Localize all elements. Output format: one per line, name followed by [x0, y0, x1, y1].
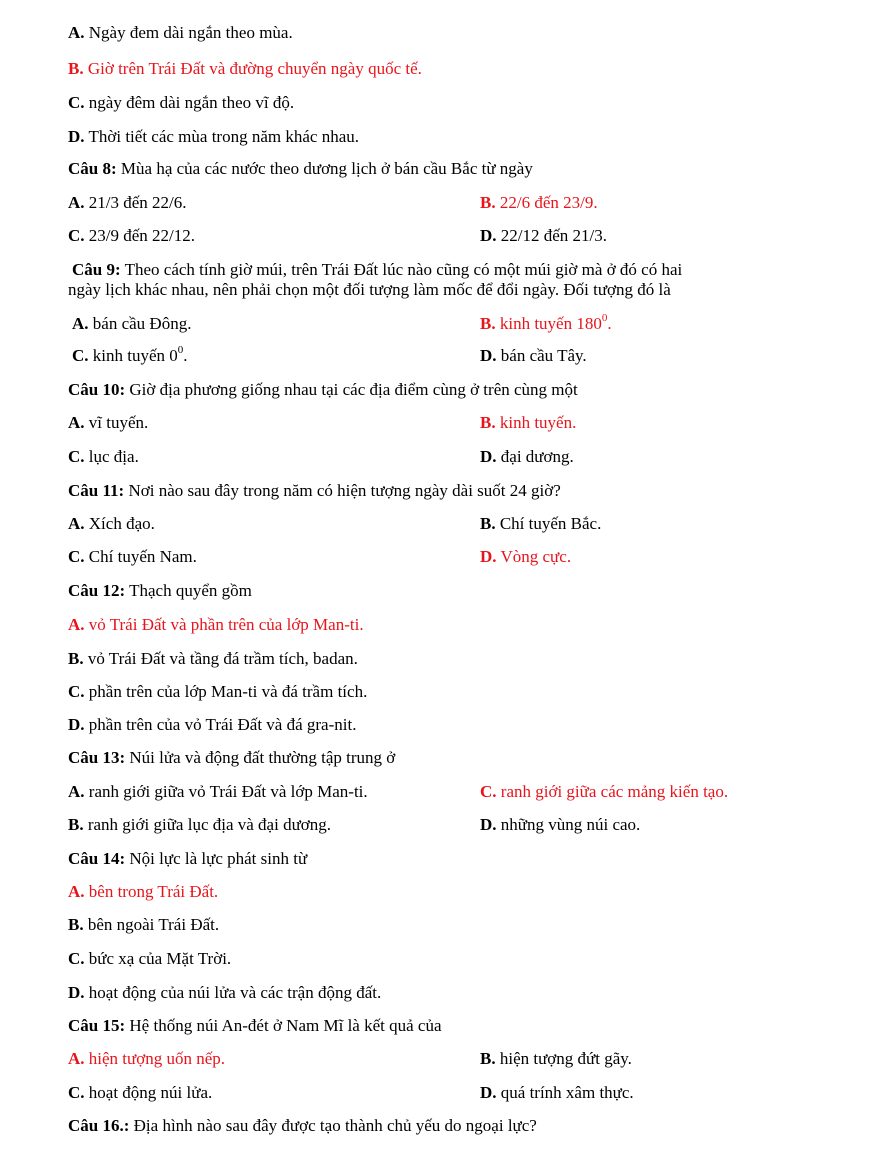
- q12-option-b: B. vỏ Trái Đất và tầng đá trầm tích, badan.: [68, 649, 358, 668]
- q14-option-d: D. hoạt động của núi lửa và các trận động đất.: [68, 983, 382, 1002]
- q7-option-d: D. Thời tiết các mùa trong năm khác nhau.: [68, 127, 359, 146]
- q9-option-d: D. bán cầu Tây.: [480, 346, 587, 365]
- q15-stem: Câu 15: Hệ thống núi An-đét ở Nam Mĩ là kết quả của: [68, 1016, 442, 1035]
- q14-stem: Câu 14: Nội lực là lực phát sinh từ: [68, 849, 308, 868]
- q8-stem: Câu 8: Mùa hạ của các nước theo dương lịch ở bán cầu Bắc từ ngày: [68, 159, 533, 178]
- q8-option-b-correct: B. 22/6 đến 23/9.: [480, 193, 598, 212]
- q7-option-b-correct: B. Giờ trên Trái Đất và đường chuyển ngày quốc tế.: [68, 59, 422, 78]
- q13-option-c-correct: C. ranh giới giữa các mảng kiến tạo.: [480, 782, 729, 801]
- q15-option-a-correct: A. hiện tượng uốn nếp.: [68, 1049, 226, 1068]
- q12-option-d: D. phần trên của vỏ Trái Đất và đá gra-nit.: [68, 715, 357, 734]
- q16-stem: Câu 16.: Địa hình nào sau đây được tạo thành chủ yếu do ngoại lực?: [68, 1116, 537, 1135]
- q9-stem-line-2: ngày lịch khác nhau, nên phải chọn một đối tượng làm mốc để đổi ngày. Đối tượng đó là: [68, 280, 671, 299]
- q9-option-b-correct: B. kinh tuyến $180^0$.: [480, 312, 612, 333]
- q10-option-c: C. lục địa.: [68, 447, 139, 466]
- q13-option-b: B. ranh giới giữa lục địa và đại dương.: [68, 815, 332, 834]
- q7-option-a: A. Ngày đem dài ngắn theo mùa.: [68, 23, 293, 42]
- degree-superscript: 0: [177, 344, 184, 357]
- q11-option-c: C. Chí tuyến Nam.: [68, 547, 197, 566]
- q11-option-a: A. Xích đạo.: [68, 514, 155, 533]
- q15-option-c: C. hoạt động núi lửa.: [68, 1083, 213, 1102]
- q13-option-d: D. những vùng núi cao.: [480, 815, 641, 834]
- degree-superscript: 0: [601, 312, 608, 325]
- q15-option-b: B. hiện tượng đứt gãy.: [480, 1049, 632, 1068]
- q12-option-a-correct: A. vỏ Trái Đất và phần trên của lớp Man-ti.: [68, 615, 364, 634]
- q7-option-c: C. ngày đêm dài ngắn theo vĩ độ.: [68, 93, 295, 112]
- q10-option-a: A. vĩ tuyến.: [68, 413, 149, 432]
- q11-option-d-correct: D. Vòng cực.: [480, 547, 572, 566]
- q9-option-c: C. kinh tuyến $0^0$.: [72, 344, 188, 365]
- q8-option-d: D. 22/12 đến 21/3.: [480, 226, 608, 245]
- q12-option-c: C. phần trên của lớp Man-ti và đá trầm tích.: [68, 682, 368, 701]
- q10-option-d: D. đại dương.: [480, 447, 574, 466]
- q9-option-a: A. bán cầu Đông.: [72, 314, 192, 333]
- q10-option-b-correct: B. kinh tuyến.: [480, 413, 577, 432]
- q14-option-b: B. bên ngoài Trái Đất.: [68, 915, 220, 934]
- q8-option-a: A. 21/3 đến 22/6.: [68, 193, 187, 212]
- q10-stem: Câu 10: Giờ địa phương giống nhau tại các địa điểm cùng ở trên cùng một: [68, 380, 578, 399]
- q8-option-c: C. 23/9 đến 22/12.: [68, 226, 196, 245]
- q11-stem: Câu 11: Nơi nào sau đây trong năm có hiện tượng ngày dài suốt 24 giờ?: [68, 481, 561, 500]
- q14-option-c: C. bức xạ của Mặt Trời.: [68, 949, 232, 968]
- q13-stem: Câu 13: Núi lửa và động đất thường tập trung ở: [68, 748, 396, 767]
- q14-option-a-correct: A. bên trong Trái Đất.: [68, 882, 219, 901]
- q13-option-a: A. ranh giới giữa vỏ Trái Đất và lớp Man-ti.: [68, 782, 368, 801]
- q11-option-b: B. Chí tuyến Bắc.: [480, 514, 602, 533]
- q12-stem: Câu 12: Thạch quyển gồm: [68, 581, 252, 600]
- q15-option-d: D. quá trính xâm thực.: [480, 1083, 634, 1102]
- q9-stem-line-1: Câu 9: Theo cách tính giờ múi, trên Trái Đất lúc nào cũng có một múi giờ mà ở đó có hai: [72, 260, 683, 279]
